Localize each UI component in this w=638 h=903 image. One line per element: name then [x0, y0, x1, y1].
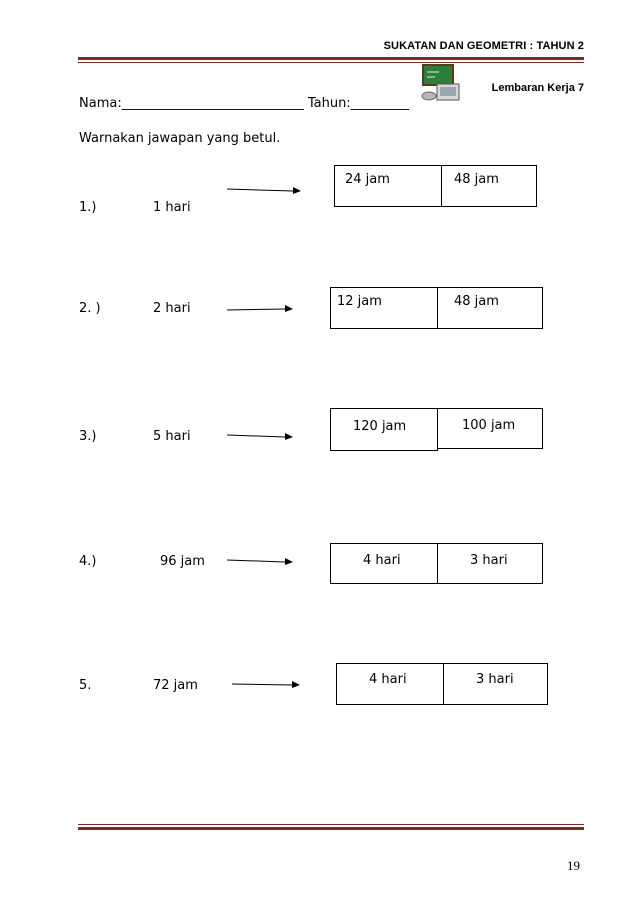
answer-option-text: 48 jam — [454, 294, 499, 309]
answer-option-box[interactable] — [336, 663, 444, 705]
question-number: 3.) — [79, 429, 97, 444]
arrow-right-icon — [232, 679, 312, 691]
answer-option-box[interactable] — [437, 408, 543, 449]
header-title: SUKATAN DAN GEOMETRI : TAHUN 2 — [383, 40, 584, 52]
answer-option-text: 12 jam — [337, 294, 382, 309]
arrow-right-icon — [227, 304, 307, 316]
answer-option-text: 4 hari — [369, 672, 407, 687]
answer-option-text: 120 jam — [353, 419, 407, 434]
answer-option-box[interactable] — [330, 287, 438, 329]
question-number: 1.) — [79, 200, 97, 215]
classroom-blackboard-icon — [419, 64, 469, 104]
answer-option-box[interactable] — [330, 408, 438, 451]
answer-option-text: 3 hari — [476, 672, 514, 687]
answer-option-text: 3 hari — [470, 553, 508, 568]
header-rule-thin — [78, 62, 584, 63]
arrow-right-icon — [227, 556, 307, 568]
instruction-text: Warnakan jawapan yang betul. — [79, 131, 281, 146]
name-year-field[interactable]: Nama:____________________________ Tahun:_________ — [79, 96, 410, 111]
answer-option-text: 48 jam — [454, 172, 499, 187]
page-number: 19 — [567, 858, 580, 873]
answer-option-text: 24 jam — [345, 172, 390, 187]
answer-option-text: 100 jam — [462, 418, 516, 433]
arrow-right-icon — [227, 185, 307, 197]
answer-option-box[interactable] — [441, 165, 537, 207]
question-label: 72 jam — [153, 678, 198, 693]
answer-option-box[interactable] — [437, 543, 543, 584]
answer-option-box[interactable] — [443, 663, 548, 705]
question-label: 96 jam — [160, 554, 205, 569]
question-label: 1 hari — [153, 200, 191, 215]
question-number: 2. ) — [79, 301, 101, 316]
answer-option-box[interactable] — [334, 165, 442, 207]
answer-option-box[interactable] — [437, 287, 543, 329]
answer-option-text: 4 hari — [363, 553, 401, 568]
footer-rule-thin — [78, 824, 584, 825]
footer-rule-thick — [78, 827, 584, 830]
question-number: 5. — [79, 678, 92, 693]
arrow-right-icon — [227, 431, 307, 443]
question-number: 4.) — [79, 554, 97, 569]
answer-option-box[interactable] — [330, 543, 438, 584]
question-label: 5 hari — [153, 429, 191, 444]
question-label: 2 hari — [153, 301, 191, 316]
worksheet-label: Lembaran Kerja 7 — [491, 82, 584, 94]
header-rule-thick — [78, 57, 584, 60]
